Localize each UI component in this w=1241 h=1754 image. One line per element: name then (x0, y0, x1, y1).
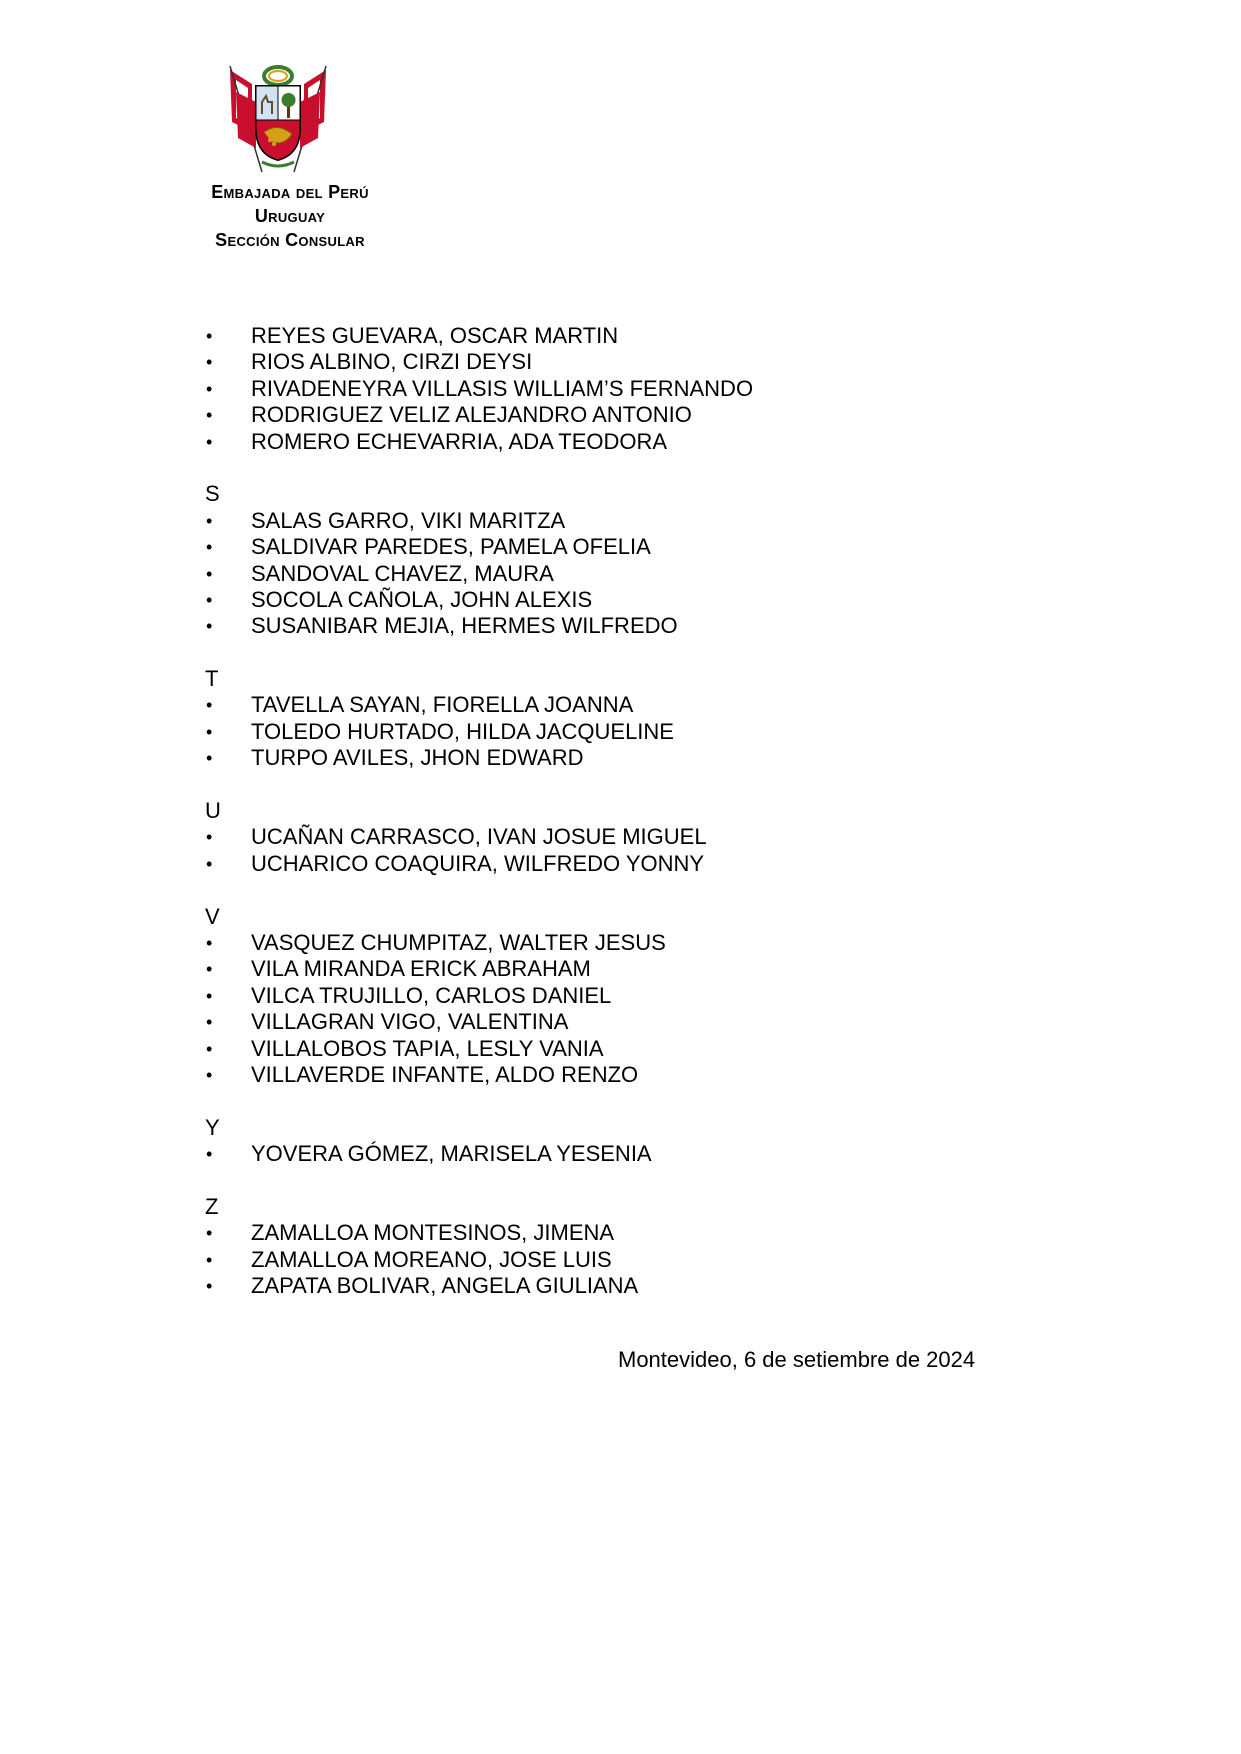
list-item: • VILLAGRAN VIGO, VALENTINA (206, 1009, 569, 1035)
section-u-list (203, 824, 1103, 877)
bullet-icon: • (206, 1012, 213, 1033)
list-item: • UCHARICO COAQUIRA, WILFREDO YONNY (206, 850, 705, 876)
bullet-icon: • (206, 1144, 213, 1165)
bullet-icon: • (206, 405, 213, 426)
bullet-icon: • (206, 1276, 213, 1297)
section-name: Sección Consular (215, 230, 365, 250)
list-item: • REYES GUEVARA, OSCAR MARTIN (206, 323, 619, 348)
bullet-icon: • (206, 589, 213, 610)
list-item: • VILLAVERDE INFANTE, ALDO RENZO (206, 1061, 639, 1087)
bullet-icon: • (206, 378, 213, 399)
list-item: • ZAMALLOA MOREANO, JOSE LUIS (206, 1246, 612, 1272)
bullet-icon: • (206, 932, 213, 953)
list-item: • SANDOVAL CHAVEZ, MAURA (206, 560, 554, 586)
list-item: • TAVELLA SAYAN, FIORELLA JOANNA (206, 692, 634, 718)
section-z-list (203, 1220, 1103, 1299)
list-item: • VASQUEZ CHUMPITAZ, WALTER JESUS (206, 929, 666, 955)
section-t-list (203, 692, 1103, 771)
letterhead-heading (160, 180, 420, 252)
bullet-icon: • (206, 853, 213, 874)
bullet-icon: • (206, 1223, 213, 1244)
bullet-icon: • (206, 1249, 213, 1270)
bullet-icon: • (206, 352, 213, 373)
list-item: • ZAMALLOA MONTESINOS, JIMENA (206, 1220, 615, 1246)
list-item: • VILA MIRANDA ERICK ABRAHAM (206, 956, 591, 982)
list-item: • SOCOLA CAÑOLA, JOHN ALEXIS (206, 586, 593, 612)
section-v-list (203, 930, 1103, 1088)
bullet-icon: • (206, 537, 213, 558)
section-letter-s: S (205, 481, 220, 507)
bullet-icon: • (206, 563, 213, 584)
list-item: • VILCA TRUJILLO, CARLOS DANIEL (206, 982, 612, 1008)
list-item: • SUSANIBAR MEJIA, HERMES WILFREDO (206, 613, 678, 639)
section-letter-v: V (205, 903, 220, 929)
bullet-icon: • (206, 985, 213, 1006)
section-y-list (203, 1141, 1103, 1167)
bullet-icon: • (206, 827, 213, 848)
embassy-name: Embajada del Perú (211, 182, 369, 202)
bullet-icon: • (206, 616, 213, 637)
section-letter-y: Y (205, 1114, 220, 1140)
name-list-content (203, 323, 1103, 1299)
place-and-date: Montevideo, 6 de setiembre de 2024 (618, 1347, 976, 1372)
section-letter-t: T (205, 666, 219, 692)
list-item: • RIVADENEYRA VILLASIS WILLIAM’S FERNANDO (206, 375, 754, 401)
bullet-icon: • (206, 326, 213, 346)
section-s-list (203, 508, 1103, 640)
list-item: • TURPO AVILES, JHON EDWARD (206, 745, 584, 771)
bullet-icon: • (206, 959, 213, 980)
bullet-icon: • (206, 431, 213, 452)
bullet-icon: • (206, 510, 213, 531)
section-letter-u: U (205, 798, 221, 824)
list-item: • SALDIVAR PAREDES, PAMELA OFELIA (206, 534, 651, 560)
section-letter-z: Z (205, 1193, 219, 1219)
country-name: Uruguay (254, 206, 326, 226)
list-item: • TOLEDO HURTADO, HILDA JACQUELINE (206, 718, 674, 744)
bullet-icon: • (206, 721, 213, 742)
bullet-icon: • (206, 748, 213, 769)
list-item: • SALAS GARRO, VIKI MARITZA (206, 507, 566, 533)
list-item: • ROMERO ECHEVARRIA, ADA TEODORA (206, 428, 668, 454)
bullet-icon: • (206, 1064, 213, 1085)
bullet-icon: • (206, 695, 213, 716)
bullet-icon: • (206, 1038, 213, 1059)
list-item: • YOVERA GÓMEZ, MARISELA YESENIA (206, 1141, 652, 1167)
peru-coat-of-arms-icon (222, 62, 334, 174)
list-item: • RIOS ALBINO, CIRZI DEYSI (206, 349, 533, 375)
top-name-list (203, 323, 1103, 455)
list-item: • ZAPATA BOLIVAR, ANGELA GIULIANA (206, 1273, 639, 1299)
list-item: • UCAÑAN CARRASCO, IVAN JOSUE MIGUEL (206, 824, 707, 850)
list-item: • RODRIGUEZ VELIZ ALEJANDRO ANTONIO (206, 402, 692, 428)
list-item: • VILLALOBOS TAPIA, LESLY VANIA (206, 1035, 604, 1061)
